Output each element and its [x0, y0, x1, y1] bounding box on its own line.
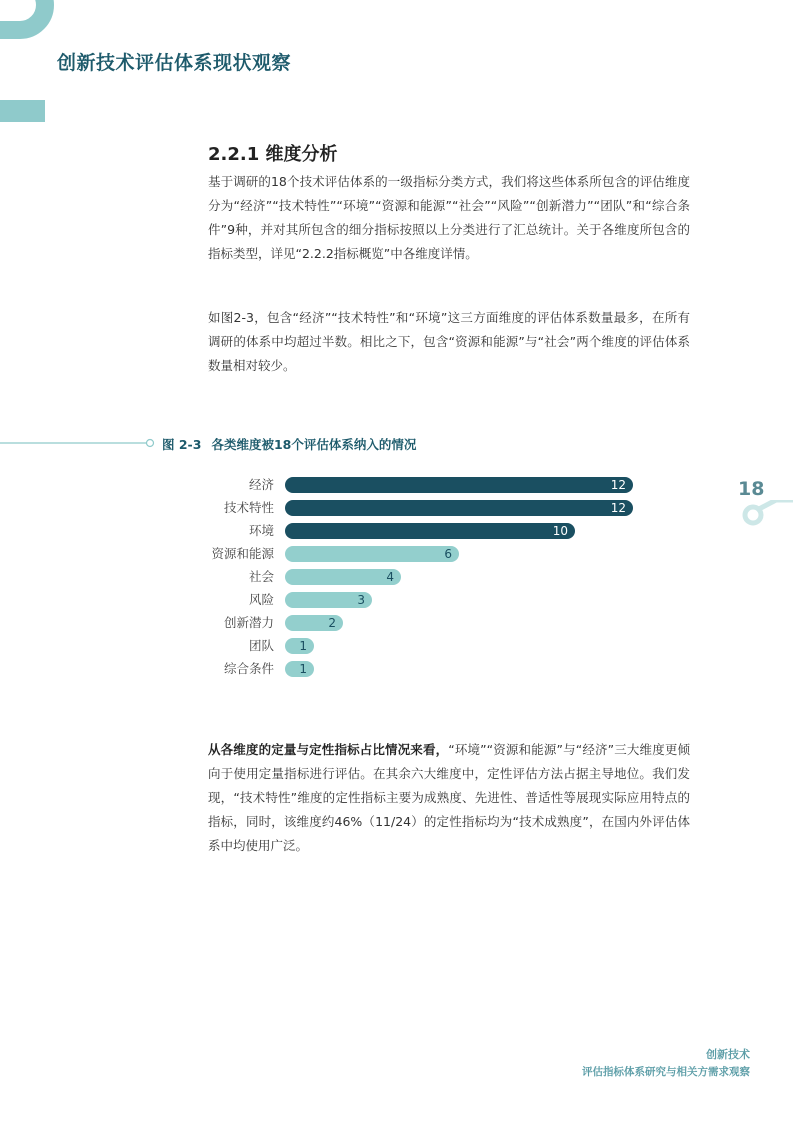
figure-caption-rule: [0, 438, 160, 448]
category-label: 经济: [248, 477, 274, 492]
paragraph-3-lead: 从各维度的定量与定性指标占比情况来看，: [208, 742, 449, 757]
footer-line-1: 创新技术: [706, 1048, 750, 1061]
bar-value-label: 12: [610, 501, 626, 515]
body-paragraph-2: 如图2-3，包含“经济”“技术特性”和“环境”这三方面维度的评估体系数量最多，在所有调研的体系中均超过半数。相比之下，包含“资源和能源”与“社会”两个维度的评估体系数量相对较少。: [208, 310, 690, 373]
category-label: 团队: [248, 638, 274, 653]
body-paragraph-1: 基于调研的18个技术评估体系的一级指标分类方式，我们将这些体系所包含的评估维度分为“经济”“技术特性”“环境”“资源和能源”“社会”“风险”“创新潜力”“团队”和“综合条件”9种，并对其所包含的细分指标按照以上分类进行了汇总统计。关于各维度所包含的指标类型，详见“2.2.2指标概览”中各维度详情。: [208, 174, 690, 261]
figure-caption: [162, 435, 416, 453]
bar-value-label: 1: [299, 662, 307, 676]
figure-number: 图 2-3: [162, 437, 202, 452]
category-label: 创新潜力: [223, 615, 274, 630]
figure-caption-text: 各类维度被18个评估体系纳入的情况: [211, 437, 417, 452]
page-number: 18: [738, 478, 765, 500]
category-label: 风险: [248, 592, 274, 607]
bar: [285, 477, 633, 493]
bar-value-label: 4: [386, 570, 394, 584]
bar-value-label: 2: [328, 616, 336, 630]
footer: [582, 1046, 750, 1079]
bar: [285, 638, 314, 654]
chapter-number-decoration: [0, 0, 60, 125]
bar: [285, 500, 633, 516]
bar-value-label: 1: [299, 639, 307, 653]
running-header-title: 创新技术评估体系现状观察: [57, 52, 292, 74]
bar-value-label: 10: [552, 524, 568, 538]
category-label: 资源和能源: [211, 546, 274, 561]
bar: [285, 592, 372, 608]
category-label: 技术特性: [223, 500, 274, 515]
paragraph-3-rest: “环境”“资源和能源”与“经济”三大维度更倾向于使用定量指标进行评估。在其余六大维度中，定性评估方法占据主导地位。我们发现，“技术特性”维度的定性指标主要为成熟度、先进性、普适性等展现实际应用特点的指标，同时，该维度约46%（11/24）的定性指标均为“技术成熟度”，在国内外评估体系中均使用广泛。: [208, 742, 690, 853]
body-paragraph-3: [208, 738, 690, 858]
bar: [285, 569, 401, 585]
bar: [285, 523, 575, 539]
category-label: 环境: [248, 523, 274, 538]
bar-value-label: 3: [357, 593, 365, 607]
bar-value-label: 12: [610, 478, 626, 492]
bar: [285, 546, 459, 562]
section-heading: 2.2.1 维度分析: [208, 144, 338, 165]
bar: [285, 615, 343, 631]
footer-line-2: 评估指标体系研究与相关方需求观察: [582, 1066, 750, 1078]
category-label: 综合条件: [223, 661, 274, 676]
bar: [285, 661, 314, 677]
category-label: 社会: [248, 569, 274, 584]
bar-chart: [0, 474, 793, 684]
bar-value-label: 6: [444, 547, 452, 561]
